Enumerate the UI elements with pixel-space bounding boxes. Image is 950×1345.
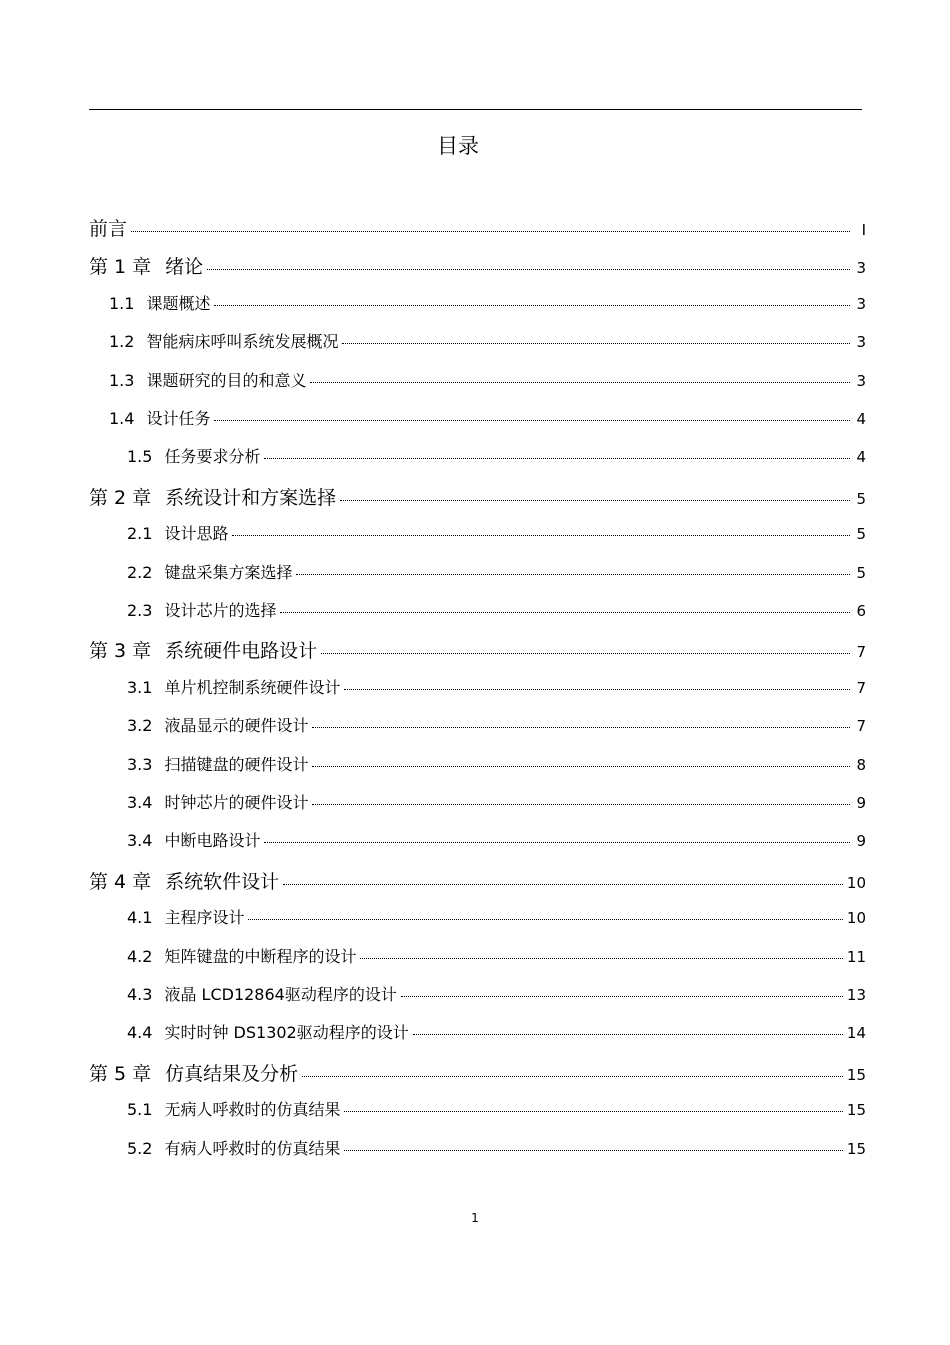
toc-dot-leader — [280, 612, 850, 613]
toc-entry-page: 7 — [856, 643, 866, 662]
toc-entry[interactable] — [109, 331, 866, 353]
toc-entry-number: 2.2 — [127, 562, 153, 582]
toc-entry-page: I — [861, 221, 866, 239]
toc-dot-leader — [302, 1076, 843, 1077]
toc-entry[interactable] — [89, 216, 866, 243]
toc-entry-label: 绪论 — [165, 256, 204, 279]
toc-entry[interactable] — [127, 1022, 866, 1044]
toc-entry-number: 3.4 — [127, 793, 153, 812]
toc-entry-page: 4 — [856, 410, 866, 428]
toc-entry-label: 课题概述 — [146, 293, 211, 313]
toc-entry-number: 1.3 — [109, 370, 135, 390]
toc-dot-leader — [312, 804, 850, 805]
toc-entry-number: 2.1 — [127, 524, 153, 544]
toc-dot-leader — [342, 343, 850, 344]
toc-entry-number: 4.1 — [127, 908, 153, 928]
toc-dot-leader — [310, 382, 850, 383]
toc-entry-number: 5.1 — [127, 1100, 153, 1120]
toc-entry-number: 4.4 — [127, 1023, 153, 1043]
toc-entry-number: 第 4 章 — [89, 870, 152, 893]
toc-entry-label: 时钟芯片的硬件设计 — [164, 793, 309, 812]
toc-entry-number: 4.3 — [127, 985, 153, 1004]
toc-entry-page: 6 — [856, 602, 866, 620]
toc-entry[interactable] — [127, 792, 866, 814]
toc-entry[interactable] — [89, 254, 866, 281]
toc-dot-leader — [264, 458, 850, 459]
toc-entry-label: 有病人呼救时的仿真结果 — [164, 1138, 341, 1158]
toc-entry-page: 11 — [846, 947, 866, 966]
toc-entry-number: 第 1 章 — [89, 256, 152, 279]
toc-dot-leader — [214, 420, 850, 421]
toc-dot-leader — [344, 1111, 842, 1112]
toc-dot-leader — [360, 958, 842, 959]
toc-dot-leader — [321, 653, 850, 654]
toc-entry-label: 仿真结果及分析 — [165, 1062, 299, 1085]
toc-dot-leader — [413, 1034, 843, 1035]
toc-dot-leader — [207, 269, 850, 270]
toc-entry-number: 1.1 — [109, 293, 135, 313]
toc-entry-number: 1.4 — [109, 409, 135, 428]
toc-entry-page: 3 — [856, 333, 866, 352]
toc-dot-leader — [264, 842, 850, 843]
toc-entry-number: 3.2 — [127, 716, 153, 736]
toc-entry[interactable] — [127, 946, 866, 968]
page-title: 目录 — [437, 134, 479, 158]
toc-entry[interactable] — [127, 523, 866, 545]
toc-entry-page: 13 — [846, 986, 866, 1004]
toc-entry-label: 液晶显示的硬件设计 — [164, 716, 309, 736]
toc-entry-page: 9 — [856, 794, 866, 812]
toc-entry[interactable] — [127, 1099, 866, 1121]
toc-entry-label: 任务要求分析 — [164, 447, 261, 467]
toc-dot-leader — [312, 727, 850, 728]
toc-entry-label: 液晶 LCD12864驱动程序的设计 — [164, 985, 397, 1004]
toc-entry-number: 1.5 — [127, 447, 153, 467]
toc-entry-page: 14 — [846, 1024, 866, 1043]
toc-entry[interactable] — [89, 638, 866, 665]
toc-entry-number: 3.4 — [127, 831, 153, 851]
toc-entry-label: 无病人呼救时的仿真结果 — [164, 1100, 341, 1120]
toc-entry[interactable] — [127, 677, 866, 699]
toc-entry-number: 第 2 章 — [89, 486, 152, 509]
toc-dot-leader — [248, 919, 842, 920]
toc-dot-leader — [344, 689, 850, 690]
toc-entry[interactable] — [127, 830, 866, 852]
toc-entry-page: 7 — [856, 678, 866, 697]
toc-entry-label: 系统硬件电路设计 — [165, 640, 318, 663]
toc-dot-leader — [344, 1150, 842, 1151]
toc-entry-page: 8 — [856, 755, 866, 774]
toc-entry[interactable] — [109, 370, 866, 392]
toc-entry-label: 前言 — [89, 218, 128, 240]
toc-entry-page: 3 — [856, 371, 866, 390]
toc-dot-leader — [283, 884, 843, 885]
toc-entry-page: 4 — [856, 448, 866, 467]
toc-entry-label: 设计思路 — [164, 524, 229, 544]
toc-entry[interactable] — [127, 446, 866, 468]
toc-entry-label: 单片机控制系统硬件设计 — [164, 677, 341, 697]
toc-entry-page: 9 — [856, 832, 866, 851]
toc-entry[interactable] — [127, 1138, 866, 1160]
toc-entry-label: 课题研究的目的和意义 — [146, 370, 307, 390]
toc-entry-number: 2.3 — [127, 601, 153, 620]
toc-entry-page: 10 — [846, 909, 866, 928]
toc-entry[interactable] — [89, 1061, 866, 1088]
toc-entry-label: 智能病床呼叫系统发展概况 — [146, 332, 339, 352]
toc-entry-number: 3.1 — [127, 677, 153, 697]
toc-entry[interactable] — [109, 408, 866, 430]
toc-entry-page: 3 — [856, 259, 866, 278]
toc-dot-leader — [214, 305, 850, 306]
toc-entry[interactable] — [109, 293, 866, 315]
toc-entry-label: 系统设计和方案选择 — [165, 486, 337, 509]
toc-entry-label: 设计任务 — [146, 409, 211, 428]
toc-dot-leader — [131, 231, 850, 232]
toc-dot-leader — [401, 996, 843, 997]
toc-dot-leader — [340, 500, 850, 501]
toc-entry-number: 5.2 — [127, 1138, 153, 1158]
toc-entry-page: 3 — [856, 294, 866, 313]
toc-entry[interactable] — [127, 907, 866, 929]
toc-entry-page: 15 — [846, 1139, 866, 1158]
toc-entry-number: 第 5 章 — [89, 1062, 152, 1085]
toc-entry-page: 5 — [856, 525, 866, 544]
toc-entry[interactable] — [127, 984, 866, 1006]
toc-entry-label: 扫描键盘的硬件设计 — [164, 754, 309, 774]
toc-entry-number: 3.3 — [127, 754, 153, 774]
toc-entry-page: 10 — [846, 873, 866, 892]
toc-entry[interactable] — [127, 715, 866, 737]
toc-entry-label: 主程序设计 — [164, 908, 245, 928]
toc-entry[interactable] — [127, 754, 866, 776]
toc-dot-leader — [232, 535, 850, 536]
toc-entry-label: 键盘采集方案选择 — [164, 562, 293, 582]
toc-entry-number: 4.2 — [127, 946, 153, 966]
toc-entry-label: 矩阵键盘的中断程序的设计 — [164, 946, 357, 966]
toc-entry[interactable] — [127, 562, 866, 584]
toc-entry-page: 5 — [856, 563, 866, 582]
toc-dot-leader — [312, 766, 850, 767]
toc-entry-page: 5 — [856, 489, 866, 508]
toc-entry-label: 系统软件设计 — [165, 870, 280, 893]
toc-entry-label: 设计芯片的选择 — [164, 601, 277, 620]
toc-entry[interactable] — [89, 869, 866, 896]
toc-entry-label: 实时时钟 DS1302驱动程序的设计 — [164, 1023, 409, 1043]
toc-entry-label: 中断电路设计 — [164, 831, 261, 851]
page-number: 1 — [471, 1211, 479, 1225]
toc-entry-page: 7 — [856, 717, 866, 736]
toc-entry-number: 1.2 — [109, 332, 135, 352]
toc-entry[interactable] — [89, 485, 866, 512]
toc-entry-page: 15 — [846, 1101, 866, 1120]
toc-entry[interactable] — [127, 600, 866, 622]
toc-entry-page: 15 — [846, 1065, 866, 1084]
toc-entry-number: 第 3 章 — [89, 640, 152, 663]
toc-dot-leader — [296, 574, 850, 575]
